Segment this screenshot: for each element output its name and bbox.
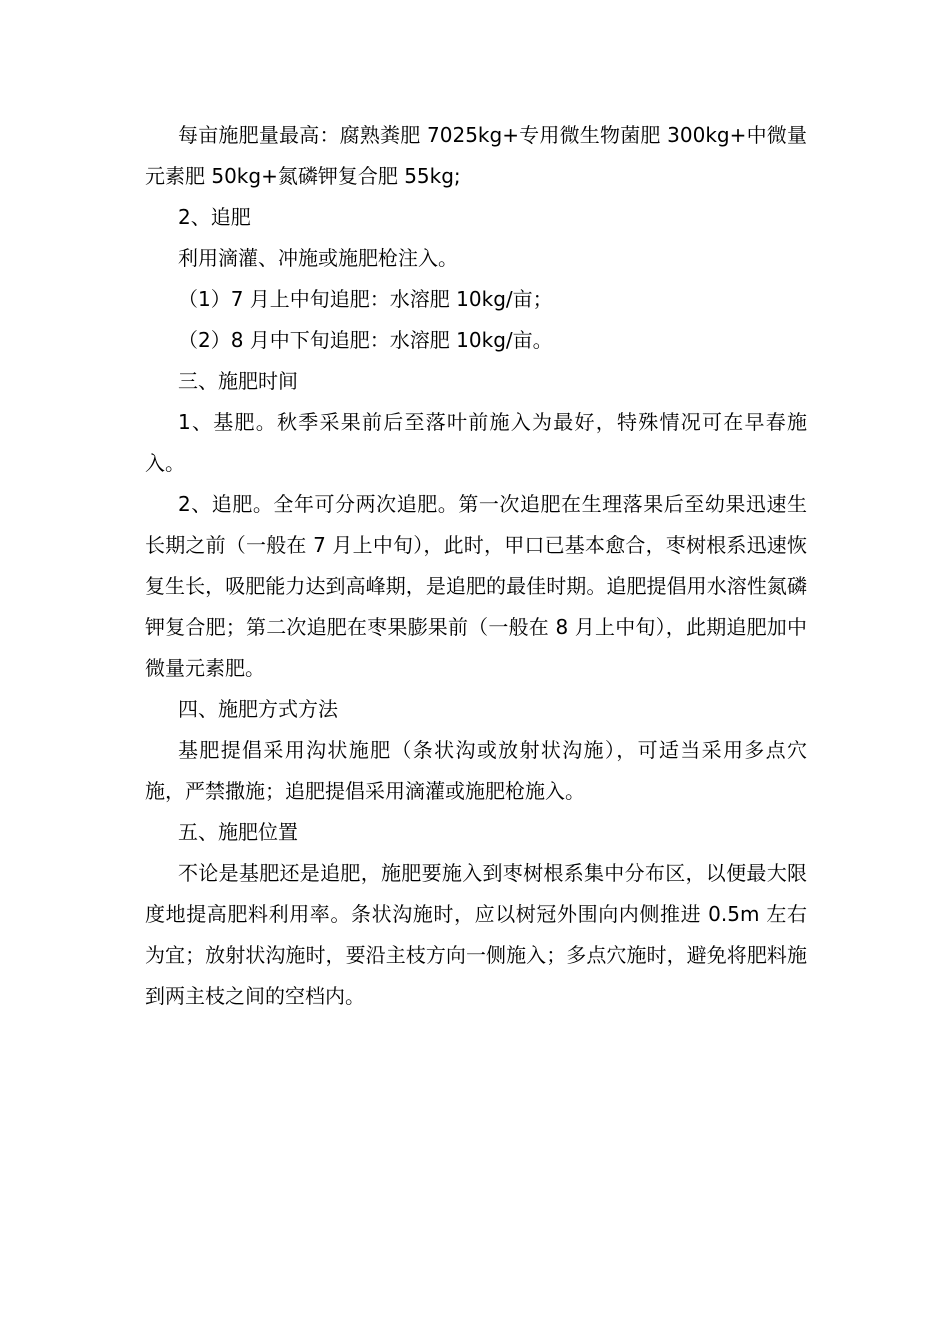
list-item-august: （2）8 月中下旬追肥：水溶肥 10kg/亩。 <box>178 328 553 352</box>
paragraph-fertilizing-position: 不论是基肥还是追肥，施肥要施入到枣树根系集中分布区，以便最大限度地提高肥料利用率。条状沟施时，应以树冠外围向内侧推进 0.5m 左右为宜；放射状沟施时，要沿主枝方向一侧施入；多点穴施时，避免将肥料施到两主枝之间的空档内。 <box>145 861 807 1008</box>
document-body <box>145 115 807 1017</box>
paragraph-fertilizer-amount: 每亩施肥量最高：腐熟粪肥 7025kg+专用微生物菌肥 300kg+中微量元素肥 50kg+氮磷钾复合肥 55kg; <box>145 123 807 188</box>
paragraph-top-dressing-time: 2、追肥。全年可分两次追肥。第一次追肥在生理落果后至幼果迅速生长期之前（一般在 7 月上中旬），此时，甲口已基本愈合，枣树根系迅速恢复生长，吸肥能力达到高峰期，是追肥的最佳时期。追肥提倡用水溶性氮磷钾复合肥；第二次追肥在枣果膨果前（一般在 8 月上中旬），此期追肥加中微量元素肥。 <box>145 492 807 680</box>
paragraph-base-fertilizer-time: 1、基肥。秋季采果前后至落叶前施入为最好，特殊情况可在早春施入。 <box>145 410 807 475</box>
section-heading-fertilizing-method: 四、施肥方式方法 <box>178 697 338 721</box>
heading-top-dressing: 2、追肥 <box>178 205 251 229</box>
section-heading-fertilizing-position: 五、施肥位置 <box>178 820 298 844</box>
paragraph-fertilizing-method: 基肥提倡采用沟状施肥（条状沟或放射状沟施），可适当采用多点穴施，严禁撒施；追肥提倡采用滴灌或施肥枪施入。 <box>145 738 807 803</box>
paragraph-application-method: 利用滴灌、冲施或施肥枪注入。 <box>178 246 458 270</box>
section-heading-fertilizing-time: 三、施肥时间 <box>178 369 298 393</box>
list-item-july: （1）7 月上中旬追肥：水溶肥 10kg/亩； <box>178 287 553 311</box>
